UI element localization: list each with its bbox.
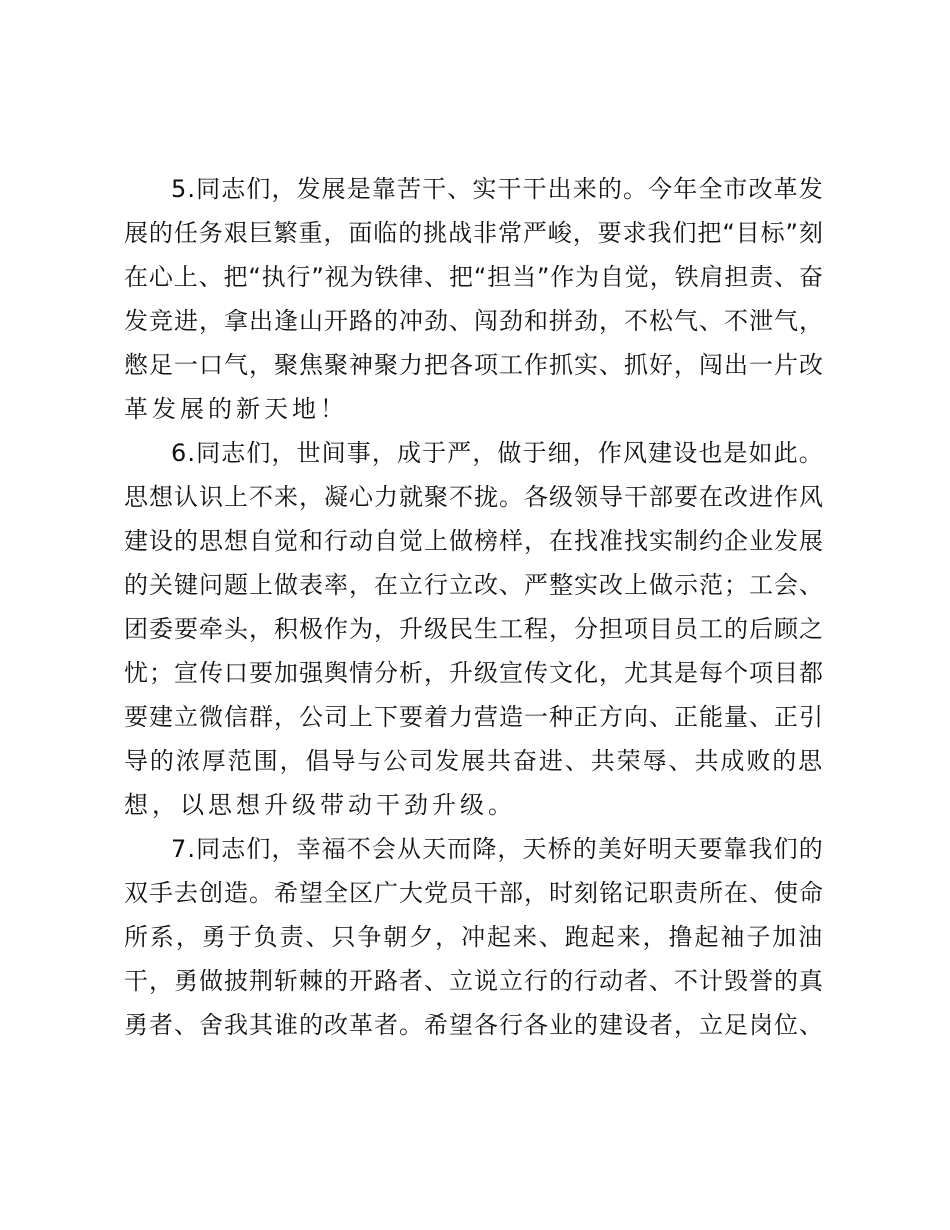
paragraph-6-line-3: 建设的思想自觉和行动自觉上做榜样，在找准找实制约企业发展 xyxy=(124,527,824,555)
paragraph-5-line-4: 发竞进，拿出逢山开路的冲劲、闯劲和拼劲，不松气、不泄气， xyxy=(124,307,824,335)
paragraph-6-line-1: 6.同志们，世间事，成于严，做于细，作风建设也是如此。 xyxy=(171,439,824,467)
paragraph-7-line-2: 双手去创造。希望全区广大党员干部，时刻铭记职责所在、使命 xyxy=(124,879,824,907)
paragraph-6-line-8: 导的浓厚范围，倡导与公司发展共奋进、共荣辱、共成败的思 xyxy=(124,747,825,775)
paragraph-7-line-3: 所系，勇于负责、只争朝夕，冲起来、跑起来，撸起袖子加油 xyxy=(124,923,825,951)
paragraph-7-line-4: 干，勇做披荆斩棘的开路者、立说立行的行动者、不计毁誉的真 xyxy=(124,967,824,995)
paragraph-6-line-4: 的关键问题上做表率，在立行立改、严整实改上做示范；工会、 xyxy=(124,571,824,599)
paragraph-5-line-6: 革发展的新天地！ xyxy=(124,395,348,423)
paragraph-5-line-3: 在心上、把“执行”视为铁律、把“担当”作为自觉，铁肩担责、奋 xyxy=(124,263,824,291)
paragraph-6-line-6: 忧；宣传口要加强舆情分析，升级宣传文化，尤其是每个项目都 xyxy=(124,659,824,687)
paragraph-5-line-5: 憋足一口气，聚焦聚神聚力把各项工作抓实、抓好，闯出一片改 xyxy=(124,351,824,379)
paragraph-5-line-1: 5.同志们，发展是靠苦干、实干干出来的。今年全市改革发 xyxy=(171,175,824,203)
paragraph-6-line-5: 团委要牵头，积极作为，升级民生工程，分担项目员工的后顾之 xyxy=(124,615,824,643)
paragraph-7-line-1: 7.同志们，幸福不会从天而降，天桥的美好明天要靠我们的 xyxy=(171,835,824,863)
paragraph-7-line-5: 勇者、舍我其谁的改革者。希望各行各业的建设者，立足岗位、 xyxy=(124,1011,824,1039)
paragraph-5-line-2: 展的任务艰巨繁重，面临的挑战非常严峻，要求我们把“目标”刻 xyxy=(124,219,824,247)
paragraph-6-line-9: 想，以思想升级带动干劲升级。 xyxy=(124,791,516,819)
paragraph-6-line-2: 思想认识上不来，凝心力就聚不拢。各级领导干部要在改进作风 xyxy=(124,483,824,511)
paragraph-6-line-7: 要建立微信群，公司上下要着力营造一种正方向、正能量、正引 xyxy=(124,703,824,731)
